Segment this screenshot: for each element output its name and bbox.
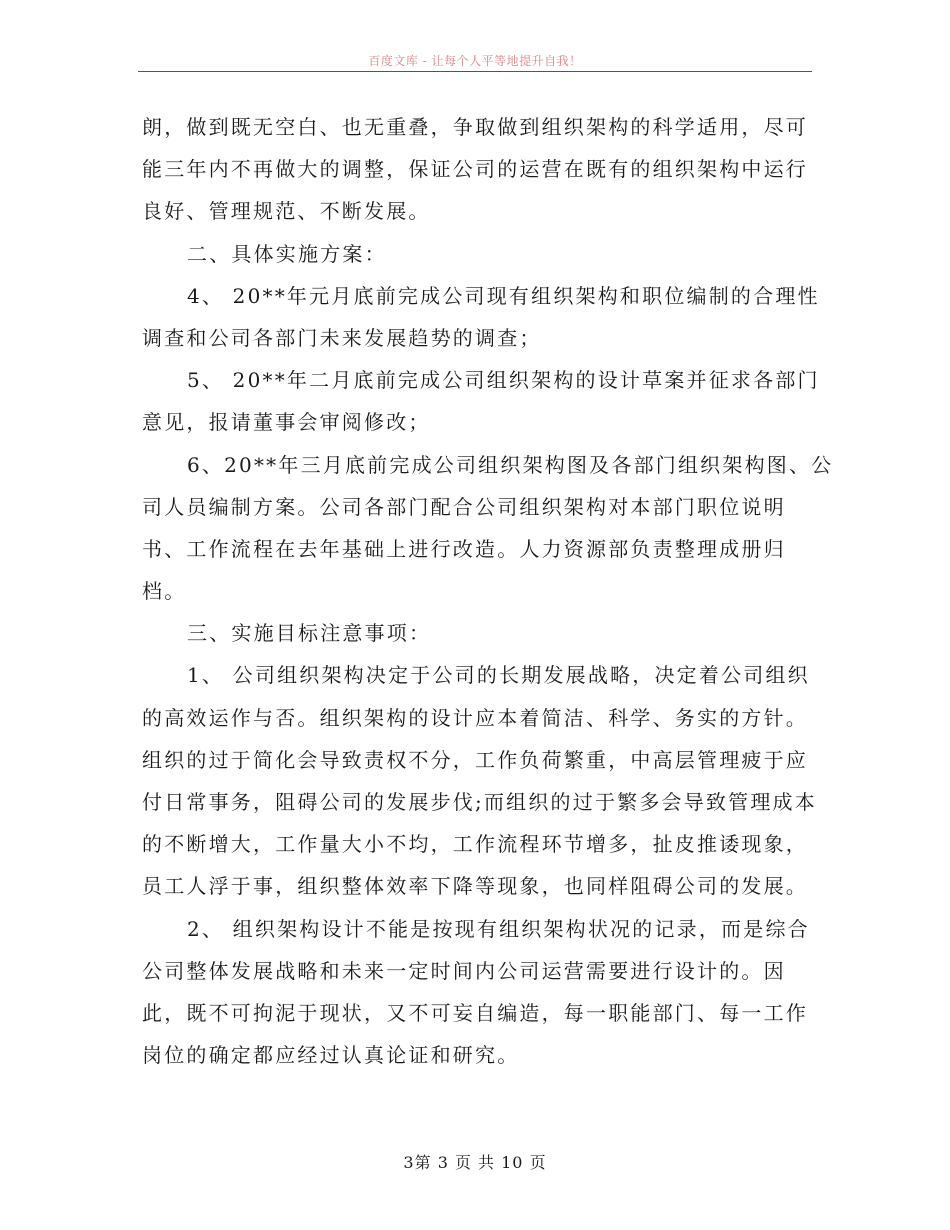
text-line: 良好、管理规范、不断发展。 (142, 199, 431, 224)
text-line: 岗位的确定都应经过认真论证和研究。 (142, 1043, 520, 1068)
text-line: 朗，做到既无空白、也无重叠，争取做到组织架构的科学适用，尽可 (142, 115, 808, 139)
text-line: 组织的过于简化会导致责权不分，工作负荷繁重，中高层管理疲于应 (142, 747, 808, 772)
document-body (142, 106, 834, 1076)
text-line: 二、具体实施方案： (187, 241, 387, 266)
text-line: 1、 公司组织架构决定于公司的长期发展战略，决定着公司组织 (187, 663, 810, 688)
text-line: 的不断增大，工作量大小不均，工作流程环节增多，扯皮推诿现象， (142, 832, 808, 857)
text-line: 5、 20**年二月底前完成公司组织架构的设计草案并征求各部门 (187, 368, 820, 393)
text-line: 公司整体发展战略和未来一定时间内公司运营需要进行设计的。因 (142, 958, 786, 983)
text-line: 付日常事务，阻碍公司的发展步伐;而组织的过于繁多会导致管理成本 (142, 790, 817, 814)
text-line: 书、工作流程在去年基础上进行改造。人力资源部负责整理成册归 (142, 536, 786, 561)
text-line: 6、20**年三月底前完成公司组织架构图及各部门组织架构图、公 (187, 452, 834, 477)
header-divider (138, 71, 812, 72)
page-footer: 3第 3 页 共 10 页 (403, 1153, 547, 1172)
text-line: 档。 (142, 579, 187, 604)
text-line: 能三年内不再做大的调整，保证公司的运营在既有的组织架构中运行 (142, 157, 808, 182)
text-line: 调查和公司各部门未来发展趋势的调查； (142, 325, 542, 350)
text-line: 三、实施目标注意事项： (187, 621, 432, 646)
text-line: 意见，报请董事会审阅修改； (142, 410, 431, 435)
text-line: 此，既不可拘泥于现状，又不可妄自编造，每一职能部门、每一工作 (142, 1000, 808, 1025)
text-line: 司人员编制方案。公司各部门配合公司组织架构对本部门职位说明 (142, 494, 786, 519)
page-header: 百度文库 - 让每个人平等地提升自我！ (368, 54, 582, 68)
text-line: 的高效运作与否。组织架构的设计应本着简洁、科学、务实的方针。 (142, 705, 808, 730)
text-line: 4、 20**年元月底前完成公司现有组织架构和职位编制的合理性 (187, 283, 820, 308)
text-line: 员工人浮于事，组织整体效率下降等现象，也同样阻碍公司的发展。 (142, 874, 808, 899)
text-line: 2、 组织架构设计不能是按现有组织架构状况的记录，而是综合 (187, 916, 810, 941)
